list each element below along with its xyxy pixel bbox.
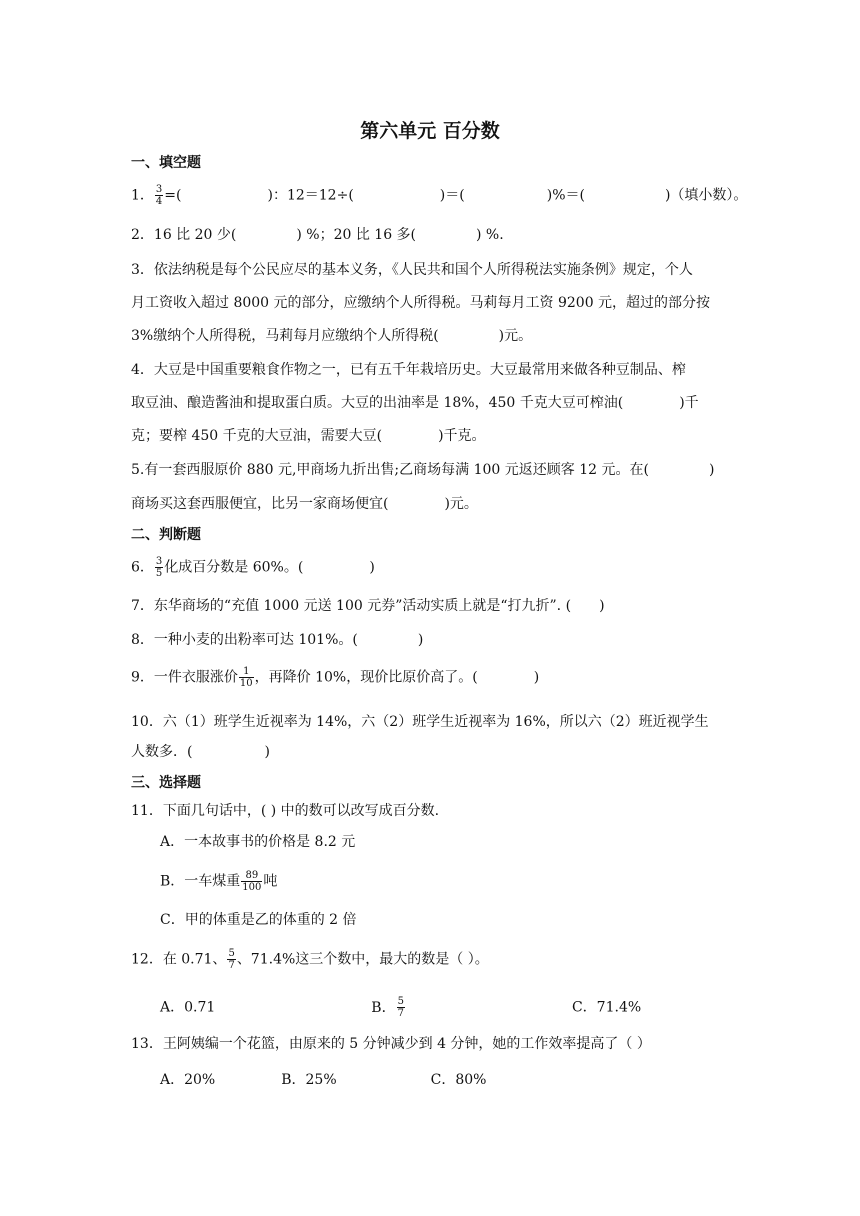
q12-option-a[interactable]: A．0.71 — [160, 999, 216, 1016]
question-13-stem: 13．王阿姨编一个花篮，由原来的 5 分钟减少到 4 分钟，她的工作效率提高了（ ） — [131, 1036, 651, 1052]
q11-option-a[interactable]: A．一本故事书的价格是 8.2 元 — [160, 834, 356, 850]
question-2: 2．16 比 20 少( ) %；20 比 16 多( ) %. — [131, 227, 504, 243]
q11-fraction: $\frac{89}{100}$ — [242, 870, 262, 893]
question-4-line-2: 取豆油、酿造酱油和提取蛋白质。大豆的出油率是 18%，450 千克大豆可榨油( )千 — [131, 395, 699, 411]
question-12-stem: 12．在 0.71、 $\frac{5}{7}$ 、71.4%这三个数中，最大的数是（ ）。 — [131, 948, 489, 971]
question-8: 8．一种小麦的出粉率可达 101%。( ) — [131, 632, 424, 648]
question-1: 1． $\frac{3}{4}$ =( )：12＝12÷( )＝( )%＝( )（填小数）。 — [131, 184, 748, 207]
question-4-line-1: 4．大豆是中国重要粮食作物之一，已有五千年栽培历史。大豆最常用来做各种豆制品、榨 — [131, 362, 686, 378]
section-multiple-choice: 三、选择题 — [131, 775, 201, 791]
q12-option-c[interactable]: C．71.4% — [571, 999, 642, 1016]
section-fill-blank: 一、填空题 — [131, 155, 201, 171]
question-9: 9．一件衣服涨价 $\frac{1}{10}$ ，再降价 10%，现价比原价高了。( ) — [131, 666, 540, 689]
question-7: 7．东华商场的“充值 1000 元送 100 元券”活动实质上就是“打九折”. ( ) — [131, 598, 605, 614]
q13-option-a[interactable]: A．20% — [160, 1072, 216, 1088]
question-3-line-3: 3%缴纳个人所得税，马莉每月应缴纳个人所得税( )元。 — [131, 328, 533, 344]
q13-options — [160, 1070, 486, 1090]
q13-option-b[interactable]: B．25% — [281, 1072, 337, 1088]
question-10-line-2: 人数多．( ) — [131, 744, 270, 760]
q1-fraction: $\frac{3}{4}$ — [155, 184, 163, 207]
q13-option-c[interactable]: C．80% — [430, 1072, 487, 1088]
q12-options — [160, 996, 641, 1019]
question-5-line-2: 商场买这套西服便宜，比另一家商场便宜( )元。 — [131, 496, 478, 512]
page-title: 第六单元 百分数 — [360, 120, 500, 142]
q6-fraction: $\frac{3}{5}$ — [155, 556, 163, 579]
section-true-false: 二、判断题 — [131, 527, 201, 543]
q1-number: 1． — [131, 187, 154, 204]
question-6: 6． $\frac{3}{5}$ 化成百分数是 60%。( ) — [131, 556, 375, 579]
question-11-stem: 11．下面几句话中，( ) 中的数可以改写成百分数. — [131, 803, 440, 819]
q12-option-b[interactable]: B． $\frac{5}{7}$ — [371, 996, 404, 1019]
question-4-line-3: 克；要榨 450 千克的大豆油，需要大豆( )千克。 — [131, 428, 486, 444]
question-5-line-1: 5.有一套西服原价 880 元,甲商场九折出售;乙商场每满 100 元返还顾客 12 元。在( ) — [131, 462, 715, 478]
q11-option-b[interactable]: B．一车煤重 $\frac{89}{100}$ 吨 — [160, 870, 278, 893]
question-3-line-1: 3．依法纳税是每个公民应尽的基本义务，《人民共和国个人所得税法实施条例》规定，个人 — [131, 262, 693, 278]
q12-fraction: $\frac{5}{7}$ — [228, 948, 235, 971]
question-10-line-1: 10．六（1）班学生近视率为 14%，六（2）班学生近视率为 16%，所以六（2）班近视学生 — [131, 714, 709, 730]
question-3-line-2: 月工资收入超过 8000 元的部分，应缴纳个人所得税。马莉每月工资 9200 元，超过的部分按 — [131, 295, 711, 311]
q11-option-c[interactable]: C．甲的体重是乙的体重的 2 倍 — [160, 912, 357, 928]
q9-fraction: $\frac{1}{10}$ — [239, 666, 253, 689]
